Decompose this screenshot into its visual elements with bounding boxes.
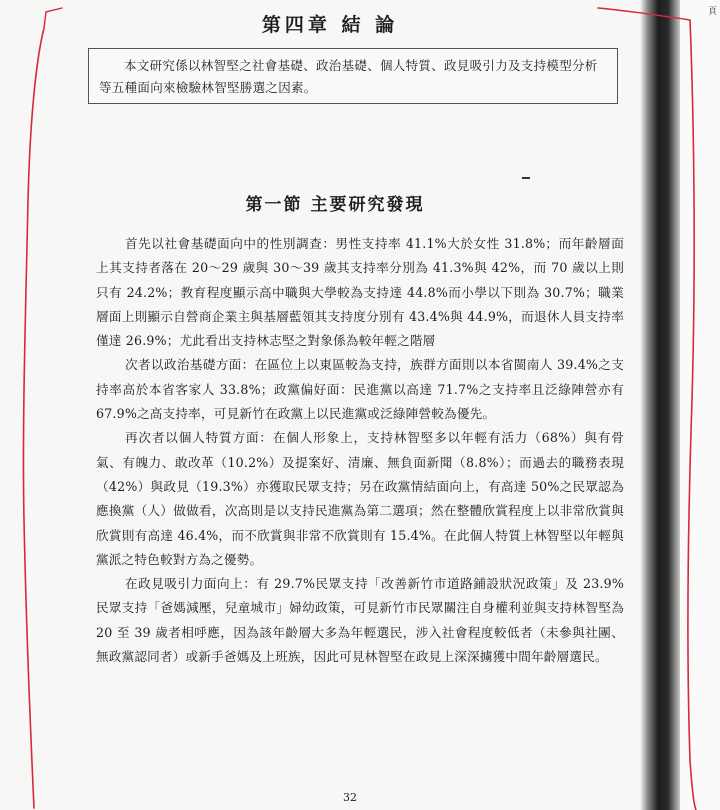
paragraph-policy: 在政見吸引力面向上：有 29.7%民眾支持「改善新竹市道路鋪設狀況政策」及 23.9%民眾支持「爸媽減壓，兒童城市」婦幼政策，可見新竹市民眾關注自身權利並與支持林智堅為 20 至 39 歲者相呼應，因為該年齡層大多為年輕選民，涉入社會程度較低者（未參與社團、無政黨認同者）或新手爸媽及上班族，因此可見林智堅在政見上深深擄獲中間年齡層選民。 bbox=[96, 576, 624, 665]
page-margin bbox=[680, 0, 720, 810]
scan-shadow bbox=[640, 0, 680, 810]
section-title: 第一節 主要研究發現 bbox=[245, 195, 425, 215]
abstract-box bbox=[88, 48, 618, 104]
body-text bbox=[96, 232, 624, 669]
paragraph-social: 首先以社會基礎面向中的性別調查：男性支持率 41.1%大於女性 31.8%；而年齡層面上其支持者落在 20～29 歲與 30～39 歲其支持率分別為 41.3%與 42%，而 70 歲以上則只有 24.2%；教育程度顯示高中職與大學較為支持達 44.8%而小學以下則為 30.7%；職業層面上則顯示自營商企業主與基層藍領其支持度分別有 43.4%與 44.9%，而退休人員支持率僅達 26.9%；尤此看出支持林志堅之對象係為較年輕之階層 bbox=[96, 236, 624, 349]
corner-mark: 頁 bbox=[708, 7, 718, 17]
chapter-title: 第四章 結 論 bbox=[261, 14, 399, 36]
paragraph-political: 次者以政治基礎方面：在區位上以東區較為支持，族群方面則以本省閩南人 39.4%之支持率高於本省客家人 33.8%；政黨偏好面：民進黨以高達 71.7%之支持率且泛綠陣營亦有 67.9%之高支持率，可見新竹在政黨上以民進黨或泛綠陣營較為優先。 bbox=[96, 357, 624, 422]
paragraph-personal: 再次者以個人特質方面：在個人形象上，支持林智堅多以年輕有活力（68%）與有骨氣、有魄力、敢改革（10.2%）及提案好、清廉、無負面新聞（8.8%）；而過去的職務表現（42%）與政見（19.3%）亦獲取民眾支持；另在政黨情結面向上，有高達 50%之民眾認為應換黨（人）做做看，次高則是以支持民進黨為第二選項；然在整體欣賞程度上以非常欣賞與欣賞則有高達 46.4%，而不欣賞與非常不欣賞則有 15.4%。在此個人特質上林智堅以年輕與黨派之特色較對方為之優勢。 bbox=[96, 430, 624, 567]
abstract-text: 本文研究係以林智堅之社會基礎、政治基礎、個人特質、政見吸引力及支持模型分析等五種面向來檢驗林智堅勝選之因素。 bbox=[99, 58, 598, 95]
page-number: 32 bbox=[343, 791, 357, 804]
stray-mark bbox=[522, 177, 530, 179]
